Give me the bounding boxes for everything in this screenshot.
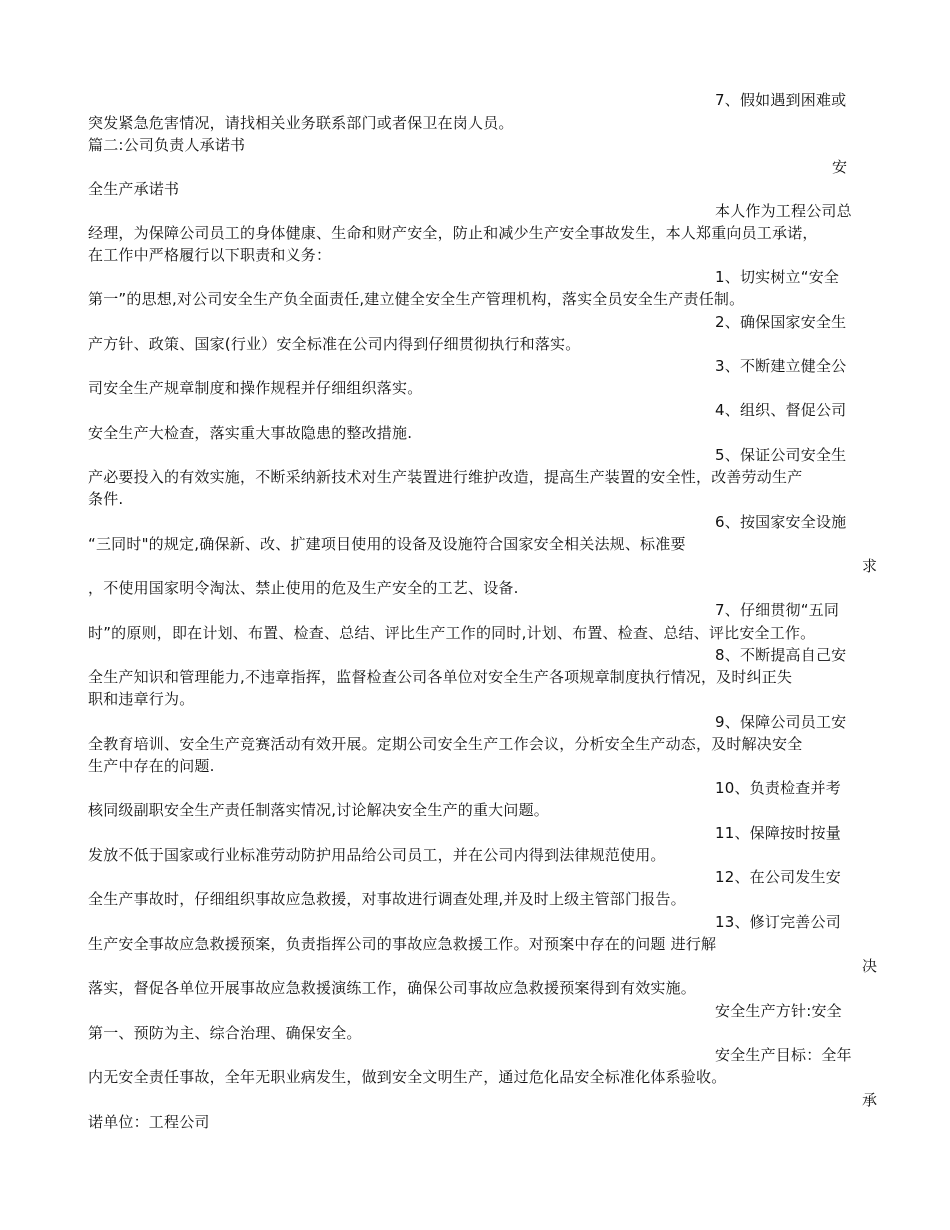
text-line: 落实，督促各单位开展事故应急救援演练工作，确保公司事故应急救援预案得到有效实施。 bbox=[88, 979, 697, 997]
text-line: 时”的原则，即在计划、布置、检查、总结、评比生产工作的同时,计划、布置、检查、总结、评比安全工作。 bbox=[88, 624, 816, 642]
text-line: 职和违章行为。 bbox=[88, 690, 195, 708]
signature-unit: 诺单位：工程公司 bbox=[88, 1113, 210, 1131]
list-item-number: 11、保障按时按量 bbox=[715, 824, 841, 842]
text-line: 求 bbox=[862, 557, 878, 575]
list-item-number: 5、保证公司安全生 bbox=[715, 446, 847, 464]
text-line: 7、假如遇到困难或 bbox=[715, 91, 847, 109]
text-line: 安全生产大检查，落实重大事故隐患的整改措施. bbox=[88, 424, 413, 442]
text-line: 产必要投入的有效实施，不断采纳新技术对生产装置进行维护改造，提高生产装置的安全性，改善劳动生产 bbox=[88, 468, 803, 486]
text-line: 在工作中严格履行以下职责和义务： bbox=[88, 246, 332, 264]
text-line: “三同时"的规定,确保新、改、扩建项目使用的设备及设施符合国家安全相关法规、标准要 bbox=[88, 535, 686, 553]
text-line: 本人作为工程公司总 bbox=[715, 202, 852, 220]
list-item-number: 6、按国家安全设施 bbox=[715, 513, 847, 531]
text-line: 生产安全事故应急救援预案，负责指挥公司的事故应急救援工作。对预案中存在的问题 进行解 bbox=[88, 935, 717, 953]
document-title: 全生产承诺书 bbox=[88, 180, 180, 198]
list-item-number: 3、不断建立健全公 bbox=[715, 357, 847, 375]
text-line: 内无安全责任事故，全年无职业病发生，做到安全文明生产，通过危化品安全标准化体系验收。 bbox=[88, 1068, 727, 1086]
list-item-number: 4、组织、督促公司 bbox=[715, 401, 847, 419]
text-line: 产方针、政策、国家(行业）安全标准在公司内得到仔细贯彻执行和落实。 bbox=[88, 335, 581, 353]
text-line: 安全生产目标：全年 bbox=[715, 1046, 852, 1064]
text-line: 生产中存在的问题. bbox=[88, 757, 215, 775]
list-item-number: 8、不断提高自己安 bbox=[715, 646, 847, 664]
list-item-number: 1、切实树立“安全 bbox=[715, 268, 840, 286]
list-item-number: 13、修订完善公司 bbox=[715, 913, 841, 931]
list-item-number: 7、仔细贯彻“五同 bbox=[715, 601, 840, 619]
text-line: 决 bbox=[862, 957, 878, 975]
text-line: 第一”的思想,对公司安全生产负全面责任,建立健全安全生产管理机构，落实全员安全生产责任制。 bbox=[88, 290, 745, 308]
text-line: 全生产知识和管理能力,不违章指挥，监督检查公司各单位对安全生产各项规章制度执行情况，及时纠正失 bbox=[88, 668, 793, 686]
list-item-number: 2、确保国家安全生 bbox=[715, 313, 847, 331]
list-item-number: 10、负责检查并考 bbox=[715, 779, 841, 797]
text-line: 司安全生产规章制度和操作规程并仔细组织落实。 bbox=[88, 379, 423, 397]
text-line: 安全生产方针:安全 bbox=[715, 1002, 842, 1020]
text-line: 全教育培训、安全生产竞赛活动有效开展。定期公司安全生产工作会议，分析安全生产动态，及时解决安全 bbox=[88, 735, 803, 753]
text-line: 条件. bbox=[88, 490, 124, 508]
text-line: 安 bbox=[832, 158, 848, 176]
text-line: 经理，为保障公司员工的身体健康、生命和财产安全，防止和减少生产安全事故发生，本人郑重向员工承诺， bbox=[88, 224, 818, 242]
list-item-number: 12、在公司发生安 bbox=[715, 868, 841, 886]
text-line: ，不使用国家明令淘汰、禁止使用的危及生产安全的工艺、设备. bbox=[88, 579, 519, 597]
section-heading: 篇二:公司负责人承诺书 bbox=[88, 136, 246, 154]
list-item-number: 9、保障公司员工安 bbox=[715, 713, 847, 731]
text-line: 发放不低于国家或行业标准劳动防护用品给公司员工，并在公司内得到法律规范使用。 bbox=[88, 846, 666, 864]
text-line: 核同级副职安全生产责任制落实情况,讨论解决安全生产的重大问题。 bbox=[88, 801, 549, 819]
text-line: 承 bbox=[862, 1091, 878, 1109]
text-line: 第一、预防为主、综合治理、确保安全。 bbox=[88, 1024, 362, 1042]
text-line: 突发紧急危害情况，请找相关业务联系部门或者保卫在岗人员。 bbox=[88, 114, 514, 132]
text-line: 全生产事故时，仔细组织事故应急救援，对事故进行调查处理,并及时上级主管部门报告。 bbox=[88, 890, 686, 908]
